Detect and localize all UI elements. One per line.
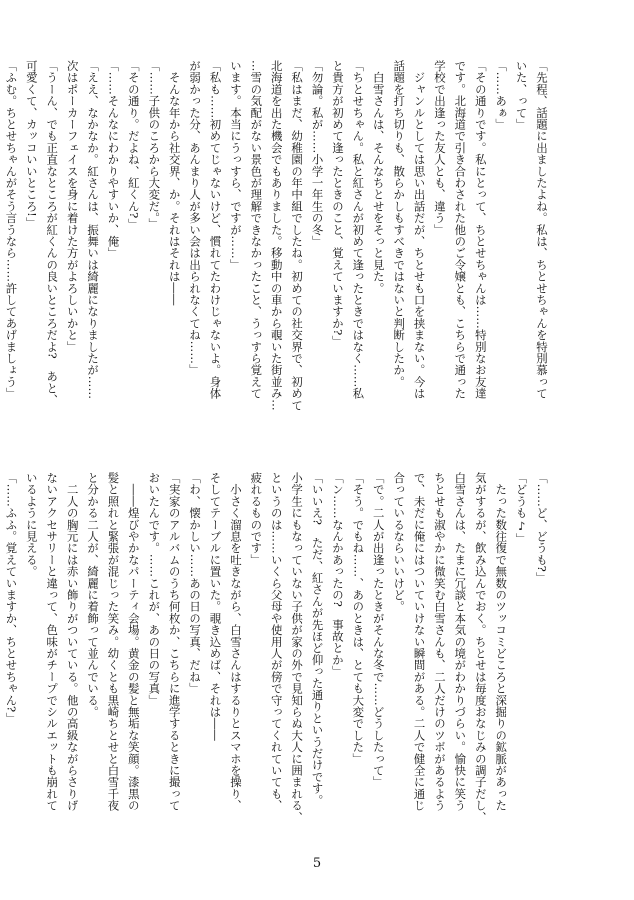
upper-text-block: 「先程、話題に出ましたよね。私は、ちとせちゃんを特別慕って いた、って」 「……あぁ」 「その通りです。私にとって、ちとせちゃんは……特別なお友達 です。北海道で引き合わされた他のご令嬢とも、こちらで通った 学校で出逢った友人とも、違う」 ジャンルとしては思い出話だが、ちとせも口を挟まない。今は 話題を打ち切りも、散らかしもすべきではないと判断したか。 白雪さんは、そんなちとせをそっと見た。 「ちとせちゃん。私と紅さんが初めて逢ったときではなく……私 と貴方が初めて逢ったときのこと、覚えていますか?」 「勿論。私が……小学一年生の冬」 「私はまだ、幼稚園の年中組でしたね。初めての社交界で、初めて 北海道を出た機会でもありました。移動中の車から覗いた街並み… …雪の気配がない景色が理解できなかったこと、うっすら覚えて います。本当にうっすら、ですが……」 「私も……初めてじゃないけど、慣れてたわけじゃないよ。身体 が弱かった分、あんまり人が多い会は出られなくてね……」 そんな年から社交界、か。それはそれは―― 「……子供のころから大変だ。」 「その通り。だよね、紅くん?」 「……そんなにわかりやすいか、俺」 「ええ、なかなか。紅さんは、振舞いは綺麗になりましたが…… 次はポーカーフェイスを身に着けた方がよろしいかと」 「うーん、でも正直なところが紅くんの良いところだよ? あと、 可愛くて、カッコいいところ!」 「ふむ。ちとせちゃんがそう言うなら……許してあげましょう」 [4,60,549,411]
page-number: 5 [312,856,322,871]
lower-text-block: 「……ど、どうも?」 「どうも♪」 たった数往復で無数のツッコミどころと深掘りの鉱脈があった 気がするが、飲み込んでおく。ちとせは毎度おなじみの調子だし、 白雪さんは、たまに冗談と本気の境がわかりづらい。愉快に笑う ちとせも淑やかに微笑む白雪さんも、二人だけのツボがあるよう で、未だに俺にはついていけない瞬間がある。二人で健全に通じ 合っているならいいけど。 「で。二人が出逢ったときがそんな冬で……どうしたって」 「そう。でもね……、あのときは、とても大変でした」 「ン……なんかあったの? 事故とか」 「いいえ? ただ、紅さんが先ほど仰った通りというだけです。 小学生にもなっていない子供が家の外で見知らぬ大人に囲まれる、 というのは……いくら父母や使用人が傍で守ってくれていても、 疲れるものです」 小さく溜息を吐きながら、白雪さんはするりとスマホを操り、 そしてテーブルに置いた。覗き込めば、それは―― 「わ、懐かしい……あの日の写真、だね」 「実家のアルバムのうち何枚か、こちらに進学するときに撮って おいたんです。……これが、あの日の写真」 ――煌びやかなパーティ会場。黄金の髪と無垢な笑顔。漆黒の 髪と照れと緊張が混じった笑み。幼くとも黒崎ちとせと白雪千夜 と分かる二人が、綺麗に着飾って並んでいる。 二人の胸元には赤い飾りがついている。他の高級ながらさりげ ないアクセサリーと違って、色味がチープでシルエットも崩れて いるように見える。 「……ふふ。覚えていますか、ちとせちゃん?」 [4,472,549,823]
